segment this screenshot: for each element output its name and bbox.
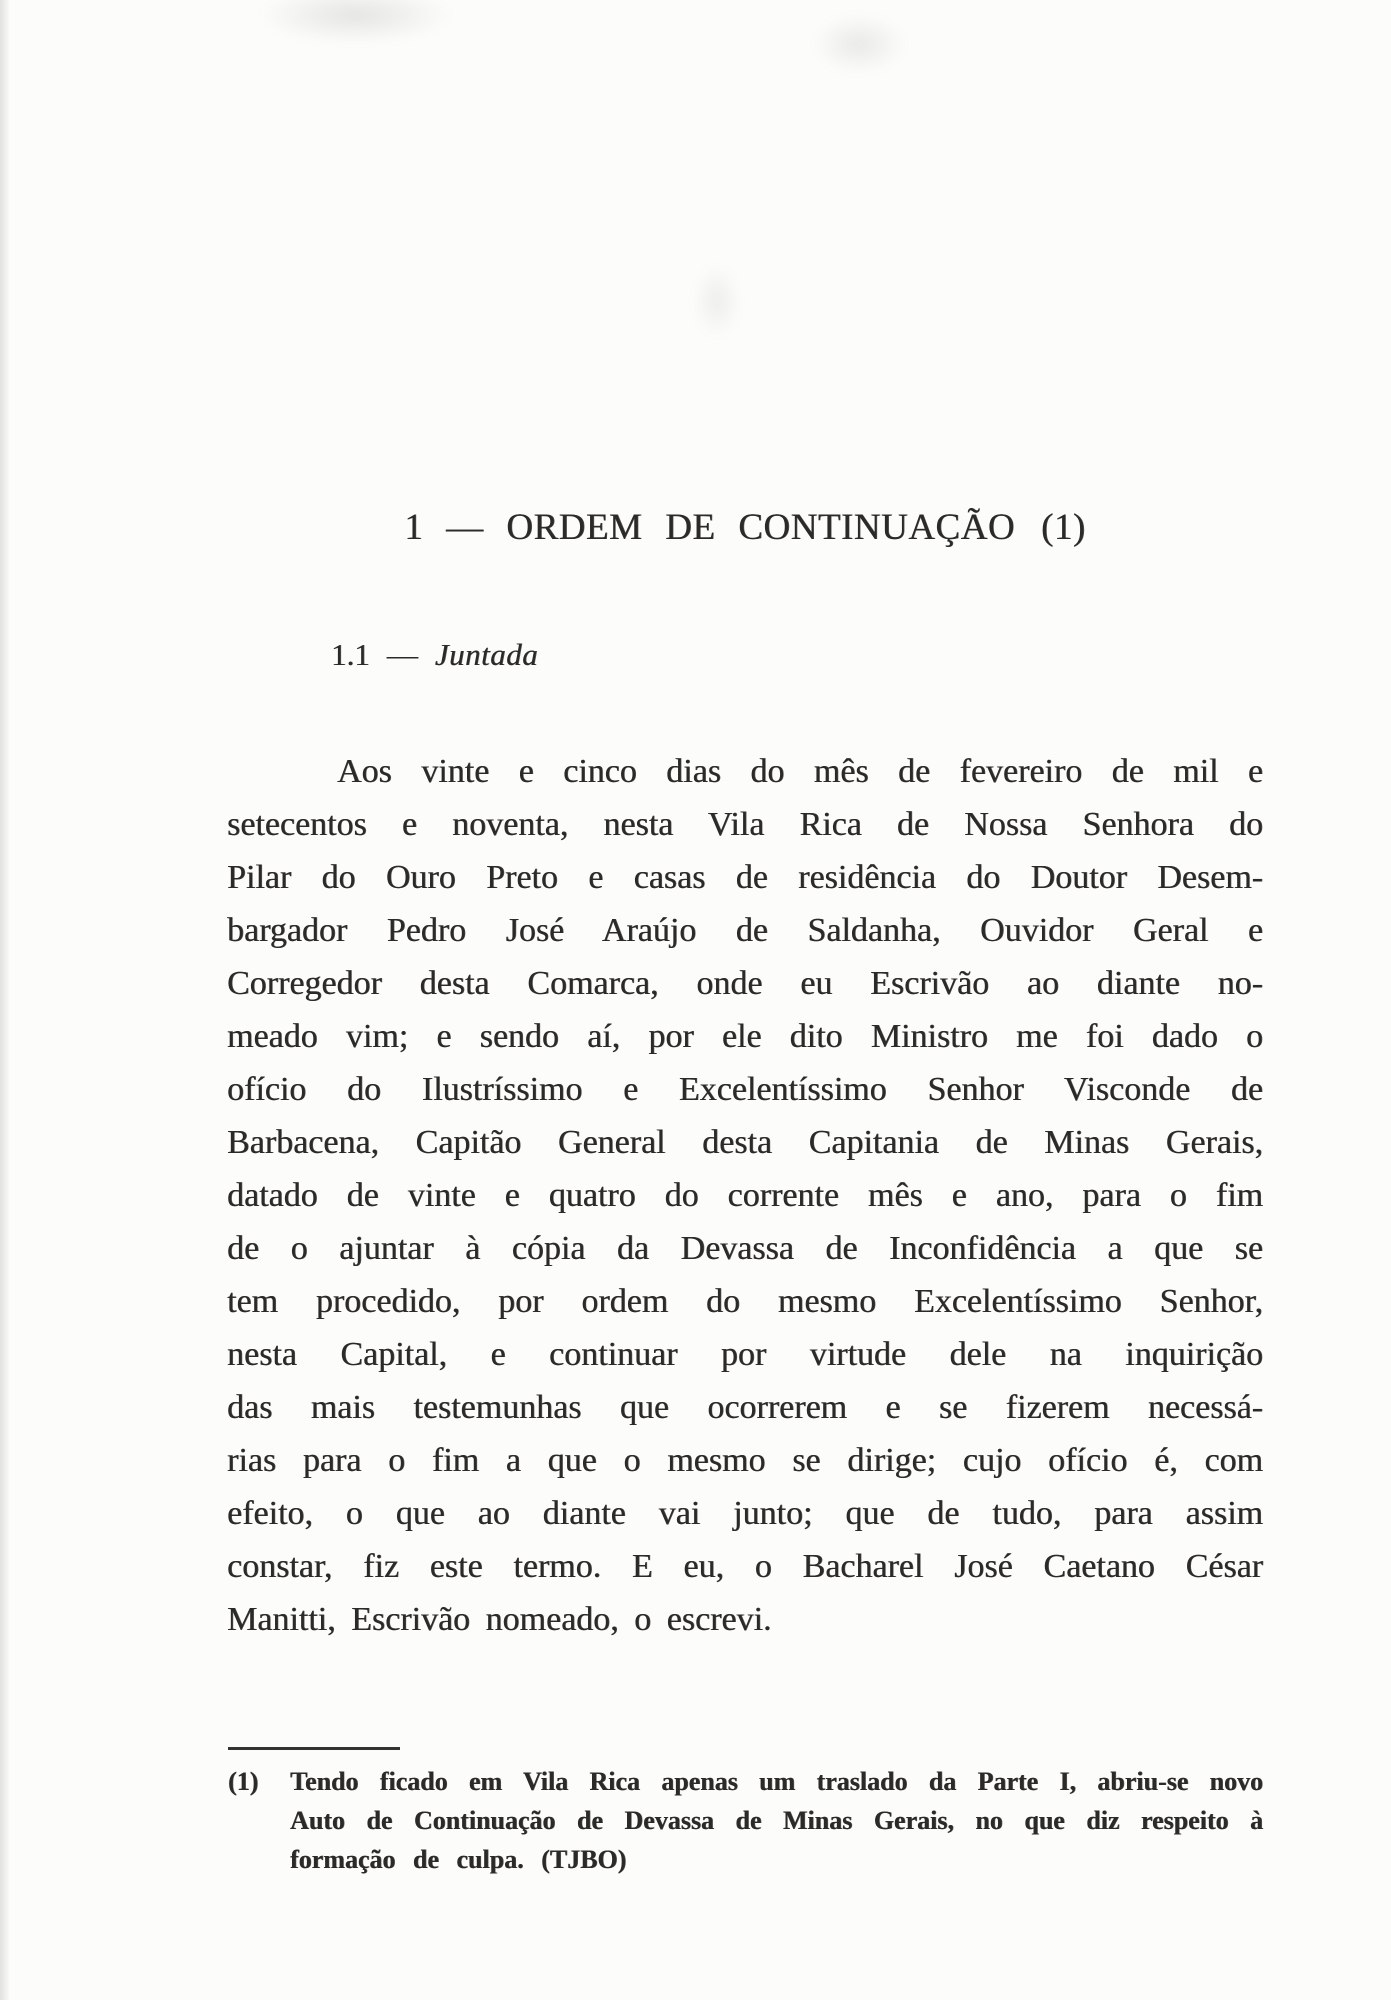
footnote-marker: (1) xyxy=(228,1767,259,1796)
footnote-line: Tendo ficado em Vila Rica apenas um traslado da Parte I, abriu-se novo xyxy=(290,1767,1263,1796)
body-line: efeito, o que ao diante vai junto; que de tudo, para assim xyxy=(227,1495,1263,1532)
page-title xyxy=(227,506,1263,549)
body-line: Aos vinte e cinco dias do mês de fevereiro de mil e xyxy=(337,753,1263,790)
scan-edge-shadow xyxy=(0,0,10,2000)
footnote-rule xyxy=(228,1747,400,1750)
scan-smudge xyxy=(258,0,453,44)
body-line: ofício do Ilustríssimo e Excelentíssimo Senhor Visconde de xyxy=(227,1071,1263,1108)
footnote-line: Auto de Continuação de Devassa de Minas Gerais, no que diz respeito à xyxy=(290,1806,1263,1835)
body-line: meado vim; e sendo aí, por ele dito Ministro me foi dado o xyxy=(227,1018,1263,1055)
body-line: Manitti, Escrivão nomeado, o escrevi. xyxy=(227,1601,772,1638)
section-dash: — xyxy=(386,637,418,672)
section-number: 1.1 xyxy=(331,637,370,672)
body-line: rias para o fim a que o mesmo se dirige; cujo ofício é, com xyxy=(227,1442,1263,1479)
body-line: Pilar do Ouro Preto e casas de residência do Doutor Desem- xyxy=(227,859,1263,896)
footnote xyxy=(290,1762,1263,1879)
body-line: de o ajuntar à cópia da Devassa de Inconfidência a que se xyxy=(227,1230,1263,1267)
body-line: setecentos e noventa, nesta Vila Rica de Nossa Senhora do xyxy=(227,806,1263,843)
scan-smudge xyxy=(693,264,741,338)
section-subtitle xyxy=(331,637,538,673)
footnote-line: formação de culpa. (TJBO) xyxy=(290,1845,627,1874)
page-title-footnote-ref: (1) xyxy=(1041,507,1086,548)
scan-smudge xyxy=(812,14,907,74)
section-label: Juntada xyxy=(434,637,539,672)
body-line: tem procedido, por ordem do mesmo Excelentíssimo Senhor, xyxy=(227,1283,1263,1320)
body-line: Barbacena, Capitão General desta Capitania de Minas Gerais, xyxy=(227,1124,1263,1161)
body-line: nesta Capital, e continuar por virtude dele na inquirição xyxy=(227,1336,1263,1373)
body-line: constar, fiz este termo. E eu, o Bacharel José Caetano César xyxy=(227,1548,1263,1585)
body-line: datado de vinte e quatro do corrente mês e ano, para o fim xyxy=(227,1177,1263,1214)
body-line: das mais testemunhas que ocorrerem e se fizerem necessá- xyxy=(227,1389,1263,1426)
body-line: Corregedor desta Comarca, onde eu Escrivão ao diante no- xyxy=(227,965,1263,1002)
body-line: bargador Pedro José Araújo de Saldanha, Ouvidor Geral e xyxy=(227,912,1263,949)
body-paragraph xyxy=(227,745,1263,1646)
page-title-text: 1 — ORDEM DE CONTINUAÇÃO xyxy=(404,507,1016,548)
